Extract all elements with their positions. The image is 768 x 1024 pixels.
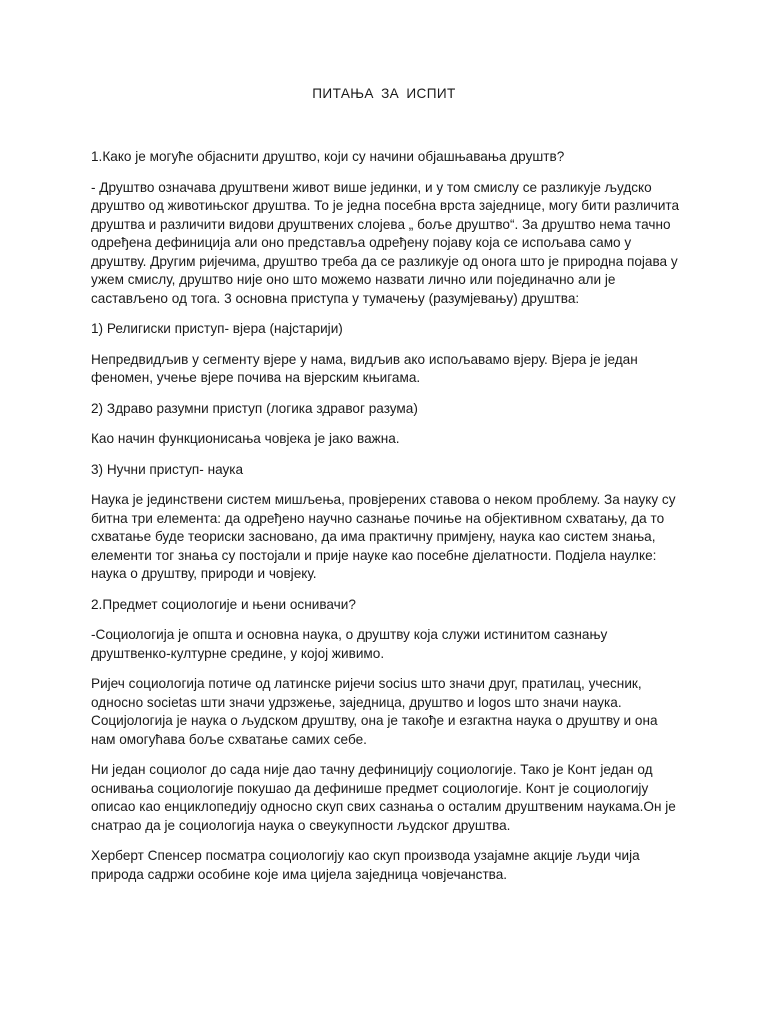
- document-body: [91, 148, 683, 896]
- approach-1-heading: 1) Религиски приступ- вјера (најстарији): [91, 321, 343, 336]
- approach-3-heading: 3) Нучни приступ- наука: [91, 461, 244, 477]
- sociology-etymology-paragraph: Ријеч социологија потиче од латинске ријечи socius што значи друг, пратилац, учесник, односно societas шти значи удрзжење, заједница, друштво и logos што значи наука. Социјологија је наука о људском друштву, она је такође и езгактна наука о друштву и она нам омогућава боље схватање самих себе.: [91, 676, 658, 747]
- approach-2-paragraph: Као начин функционисања човјека је јако важна.: [91, 431, 400, 446]
- sociology-definition-paragraph: -Социологија је општа и основна наука, о друштву која служи истинитом сазнању друштвенко-културне средине, у којој живимо.: [91, 627, 608, 661]
- question-2-heading: 2.Предмет социологије и њени оснивачи?: [91, 596, 356, 612]
- approach-1-paragraph: Непредвидљив у сегменту вјере у нама, видљив ако испољавамо вјеру. Вјера је један феномен, учење вјере почива на вјерским књигама.: [91, 351, 638, 385]
- document-title: ПИТАЊА ЗА ИСПИТ: [312, 86, 456, 101]
- question-1-heading: 1.Како је могуће објаснити друштво, који су начини објашњавања друштв?: [91, 149, 565, 164]
- approach-2-heading: 2) Здраво разумни приступ (логика здравог разума): [91, 400, 418, 416]
- comte-paragraph: Ни један социолог до сада није дао тачну дефиницију социологије. Тако је Конт један од оснивања социологије покушао да дефинише предмет социологије. Конт је социологију описао као енциклопедију односно скуп свих сазнања о осталим друштвеним наукама.Он је снатрао да је социологија наука о свеукупности људског друштва.: [91, 762, 676, 833]
- approach-3-paragraph: Наука је јединствени систем мишљења, провјерених ставова о неком проблему. За науку су битна три елемента: да одређено научно сазнање почиње на објективном схватању, да то схватање буде теориски засновано, да има практичну примјену, наука као систем знања, елементи тог знања су постојали и прије науке као посебне дјелатности. Подјела наулке: наука о друштву, природи и човјеку.: [91, 492, 676, 581]
- spencer-paragraph: Херберт Спенсер посматра социологију као скуп производа узајамне акције људи чија природа садржи особине које има цијела заједница човјечанства.: [91, 848, 640, 882]
- society-definition-paragraph: - Друштво означава друштвени живот више јединки, и у том смислу се разликује људско друштво од животињског друштва. То је једна посебна врста заједнице, могу бити различита друштва и различити видови друштвених слојева „ боље друштво“. За друштво нема тачно одређена дефиниција али оно представља одређену појаву која се испољава само у друштву. Другим ријечима, друштво треба да се разликује од онога што је природна појава у ужем смислу, друштво није оно што можемо назвати лично или појединачно али је састављено од тога. 3 основна приступа у тумачењу (разумјевању) друштва:: [91, 179, 680, 306]
